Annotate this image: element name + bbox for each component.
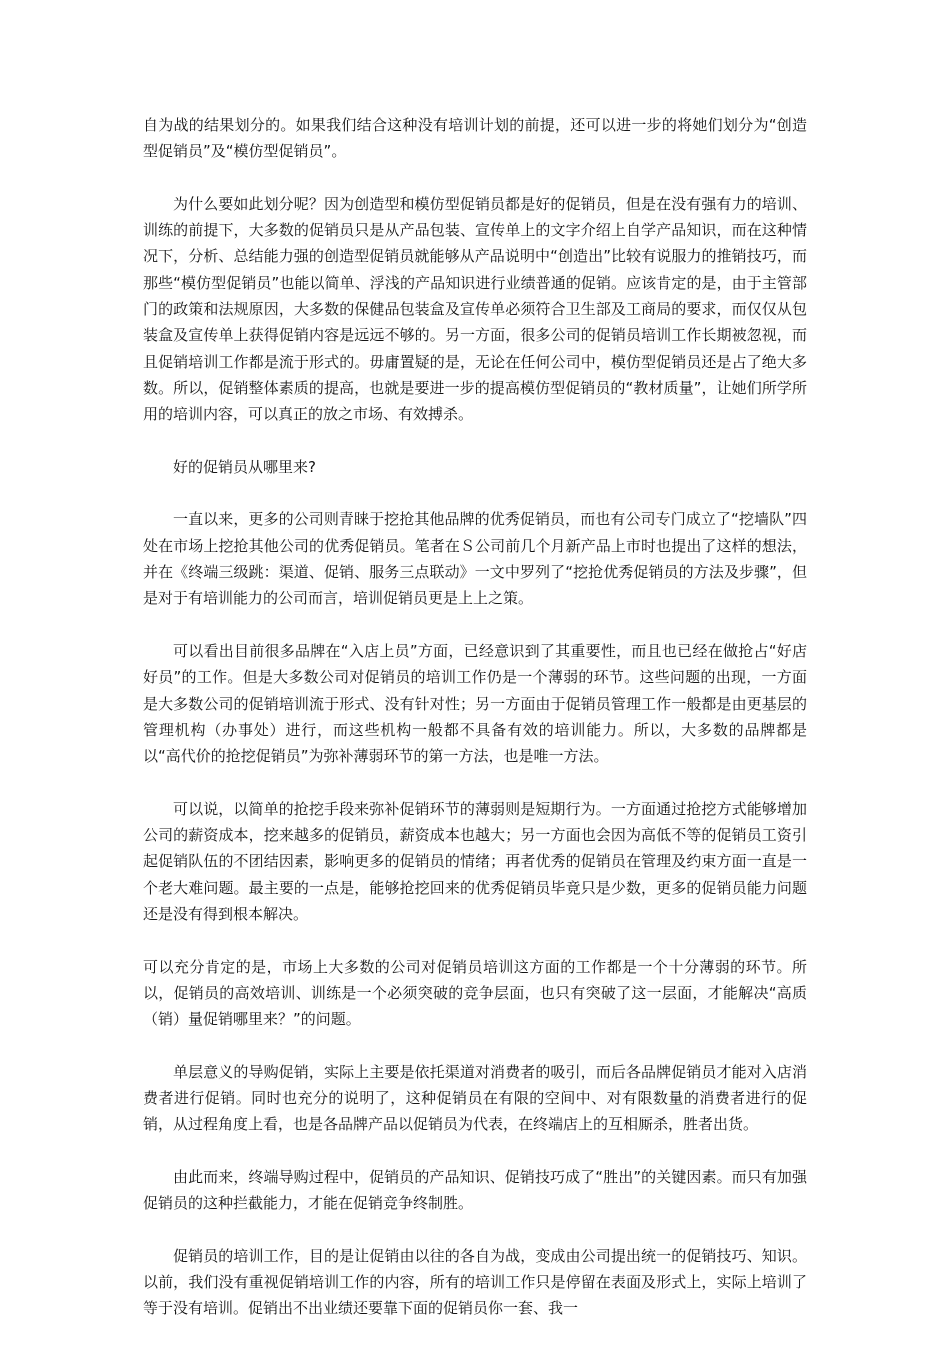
section-heading: 好的促销员从哪里来? <box>173 457 316 476</box>
paragraph-8: 单层意义的导购促销，实际上主要是依托渠道对消费者的吸引，而后各品牌促销员才能对入店消费者进行促销。同时也充分的说明了，这种促销员在有限的空间中、对有限数量的消费者进行的促销，从过程角度上看，也是各品牌产品以促销员为代表，在终端店上的互相厮杀，胜者出货。 <box>143 1062 807 1134</box>
paragraph-10: 促销员的培训工作，目的是让促销由以往的各自为战，变成由公司提出统一的促销技巧、知识。以前，我们没有重视促销培训工作的内容，所有的培训工作只是停留在表面及形式上，实际上培训了等于没有培训。促销出不出业绩还要靠下面的促销员你一套、我一 <box>143 1246 807 1318</box>
paragraph-1: 自为战的结果划分的。如果我们结合这种没有培训计划的前提，还可以进一步的将她们划分为“创造型促销员”及“模仿型促销员”。 <box>143 116 807 161</box>
paragraph-9: 由此而来，终端导购过程中，促销员的产品知识、促销技巧成了“胜出”的关键因素。而只有加强促销员的这种拦截能力，才能在促销竞争终制胜。 <box>143 1167 807 1213</box>
paragraph-7: 可以充分肯定的是，市场上大多数的公司对促销员培训这方面的工作都是一个十分薄弱的环节。所以，促销员的高效培训、训练是一个必须突破的竞争层面，也只有突破了这一层面，才能解决“高质（销）量促销哪里来？”的问题。 <box>143 957 807 1029</box>
paragraph-4: 一直以来，更多的公司则青睐于挖抢其他品牌的优秀促销员，而也有公司专门成立了“挖墙队”四处在市场上挖抢其他公司的优秀促销员。笔者在Ｓ公司前几个月新产品上市时也提出了这样的想法，并在《终端三级跳：渠道、促销、服务三点联动》一文中罗列了“挖抢优秀促销员的方法及步骤”，但是对于有培训能力的公司而言，培训促销员更是上上之策。 <box>143 510 807 608</box>
paragraph-2: 为什么要如此划分呢？因为创造型和模仿型促销员都是好的促销员，但是在没有强有力的培训、训练的前提下，大多数的促销员只是从产品包装、宣传单上的文字介绍上自学产品知识，而在这种情况下，分析、总结能力强的创造型促销员就能够从产品说明中“创造出”比较有说服力的推销技巧，而那些“模仿型促销员”也能以简单、浮浅的产品知识进行业绩普通的促销。应该肯定的是，由于主管部门的政策和法规原因，大多数的保健品包装盒及宣传单必须符合卫生部及工商局的要求，而仅仅从包装盒及宣传单上获得促销内容是远远不够的。另一方面，很多公司的促销员培训工作长期被忽视，而且促销培训工作都是流于形式的。毋庸置疑的是，无论在任何公司中，模仿型促销员还是占了绝大多数。所以，促销整体素质的提高，也就是要进一步的提高模仿型促销员的“教材质量”，让她们所学所用的培训内容，可以真正的放之市场、有效搏杀。 <box>143 194 807 424</box>
paragraph-5: 可以看出目前很多品牌在“入店上员”方面，已经意识到了其重要性，而且也已经在做抢占“好店好员”的工作。但是大多数公司对促销员的培训工作仍是一个薄弱的环节。这些问题的出现，一方面是大多数公司的促销培训流于形式、没有针对性；另一方面由于促销员管理工作一般都是由更基层的管理机构（办事处）进行，而这些机构一般都不具备有效的培训能力。所以，大多数的品牌都是以“高代价的抢挖促销员”为弥补薄弱环节的第一方法，也是唯一方法。 <box>143 641 807 766</box>
paragraph-6: 可以说，以简单的抢挖手段来弥补促销环节的薄弱则是短期行为。一方面通过抢挖方式能够增加公司的薪资成本，挖来越多的促销员，薪资成本也越大；另一方面也会因为高低不等的促销员工资引起促销队伍的不团结因素，影响更多的促销员的情绪；再者优秀的促销员在管理及约束方面一直是一个老大难问题。最主要的一点是，能够抢挖回来的优秀促销员毕竟只是少数，更多的促销员能力问题还是没有得到根本解决。 <box>143 799 807 923</box>
document-page <box>143 112 807 1348</box>
